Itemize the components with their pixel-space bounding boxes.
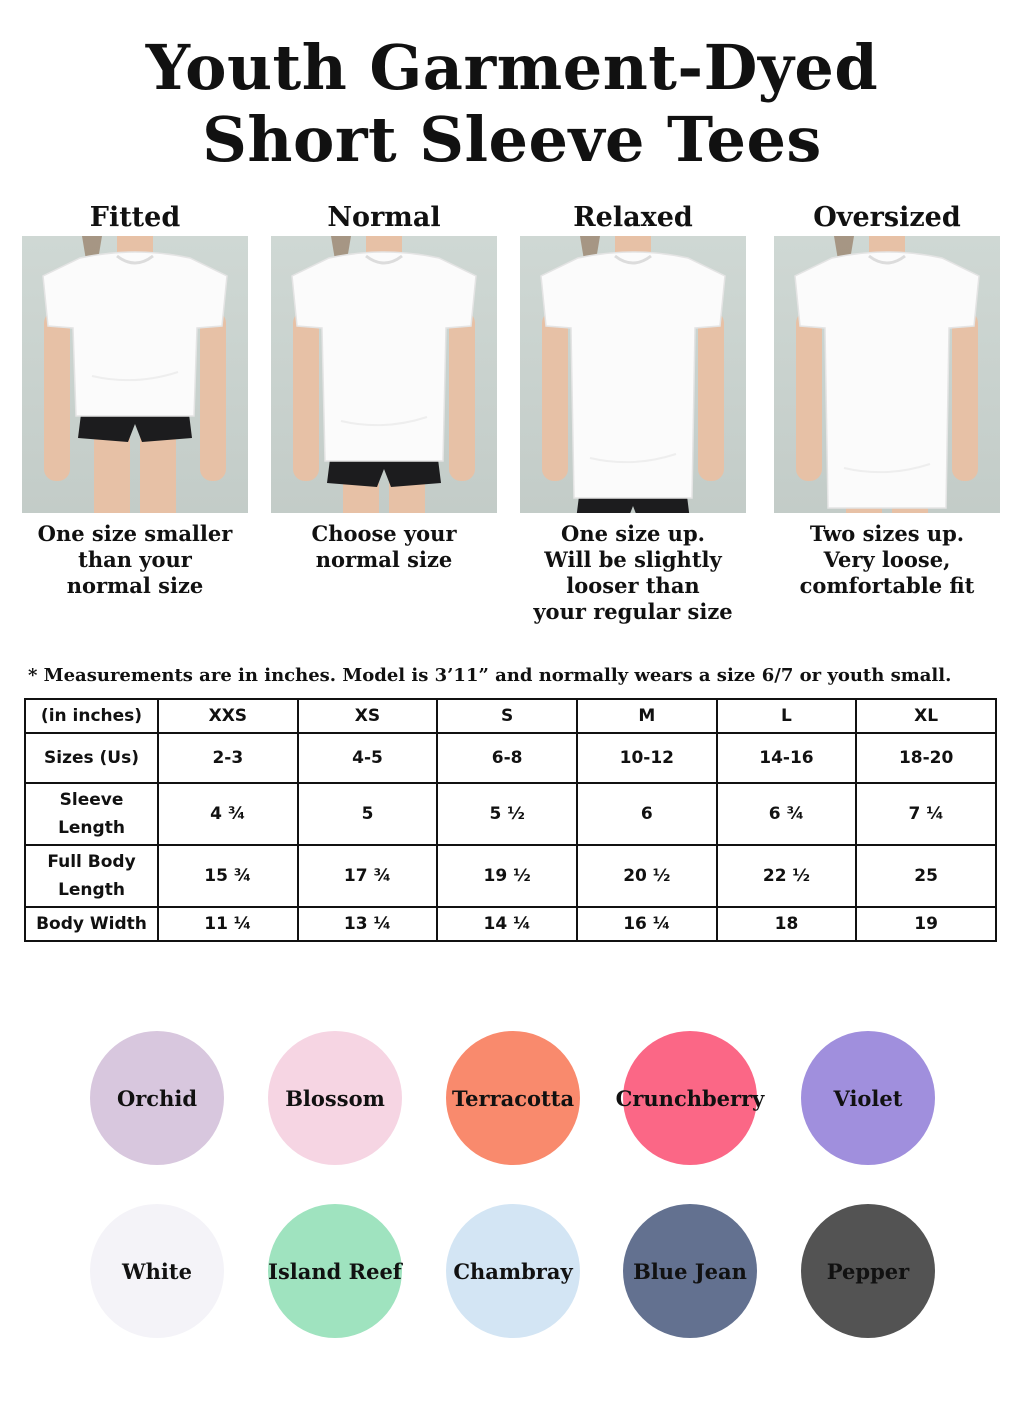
table-cell: S [437,699,577,733]
color-name: Orchid [116,1085,198,1111]
fit-description-line: than your [78,547,192,572]
table-cell: 7 ¼ [856,783,996,845]
fit-option-normal [264,200,504,573]
table-cell: 20 ½ [577,845,717,907]
table-cell: 16 ¼ [577,907,717,941]
fit-description-line: looser than [566,573,700,598]
fit-description [15,521,255,599]
fit-label: Oversized [813,202,961,233]
color-swatch-blue-jean [623,1204,757,1338]
fit-option-fitted [15,200,255,599]
fit-description [767,521,1007,599]
table-cell: 6 [577,783,717,845]
table-cell: 18 [717,907,857,941]
table-cell: XS [298,699,438,733]
fit-label: Relaxed [573,202,693,233]
size-chart-table [24,698,997,942]
table-cell: 13 ¼ [298,907,438,941]
table-cell: 19 [856,907,996,941]
table-cell: 5 ½ [437,783,577,845]
table-row-label: Full Body Length [25,845,158,907]
color-name: Crunchberry [615,1085,765,1111]
fit-description [264,521,504,573]
table-row-label: Body Width [25,907,158,941]
table-header-row [25,699,996,733]
table-cell: 5 [298,783,438,845]
table-cell: 17 ¾ [298,845,438,907]
color-swatch-orchid [90,1031,224,1165]
fit-option-relaxed [513,200,753,625]
table-cell: M [577,699,717,733]
color-swatch-white [90,1204,224,1338]
table-cell: 2-3 [158,733,298,783]
table-row [25,783,996,845]
table-cell: 25 [856,845,996,907]
color-name: Pepper [826,1258,910,1284]
table-row-label: Sizes (Us) [25,733,158,783]
color-name: Violet [833,1085,903,1111]
measurement-note: * Measurements are in inches. Model is 3’11” and normally wears a size 6/7 or youth small. [28,665,952,686]
table-cell: 6 ¾ [717,783,857,845]
fit-description-line: normal size [315,547,453,572]
color-name: Blossom [285,1085,385,1111]
table-cell: 10-12 [577,733,717,783]
page-title-line-2: Short Sleeve Tees [202,103,822,176]
table-cell: 15 ¾ [158,845,298,907]
page-title-line-1: Youth Garment-Dyed [145,31,879,104]
table-cell: 14 ¼ [437,907,577,941]
fit-description-line: Two sizes up. [809,521,965,546]
fit-description-line: Very loose, [823,547,951,572]
table-row [25,845,996,907]
table-row [25,907,996,941]
color-name: Chambray [453,1258,573,1284]
color-swatch-terracotta [446,1031,580,1165]
table-row-label: (in inches) [25,699,158,733]
table-cell: XL [856,699,996,733]
fit-photo [520,236,746,513]
fit-description-line: One size up. [561,521,705,546]
fit-description-line: Will be slightly [544,547,722,572]
table-cell: L [717,699,857,733]
color-swatch-violet [801,1031,935,1165]
fit-photo [774,236,1000,513]
fit-description-line: Choose your [311,521,457,546]
color-name: Terracotta [451,1085,575,1111]
color-swatch-blossom [268,1031,402,1165]
color-swatch-pepper [801,1204,935,1338]
table-cell: 22 ½ [717,845,857,907]
fit-label: Normal [327,202,441,233]
table-row [25,733,996,783]
fit-photo [22,236,248,513]
color-swatch-crunchberry [615,1031,765,1165]
color-name: Island Reef [268,1258,402,1284]
fit-label: Fitted [89,202,181,233]
table-cell: XXS [158,699,298,733]
color-name: Blue Jean [633,1258,747,1284]
table-cell: 11 ¼ [158,907,298,941]
fit-photo [271,236,497,513]
fit-description-line: your regular size [533,599,733,624]
table-cell: 14-16 [717,733,857,783]
table-cell: 4-5 [298,733,438,783]
color-name: White [122,1258,192,1284]
table-cell: 19 ½ [437,845,577,907]
fit-description-line: comfortable fit [799,573,975,598]
fit-description-line: One size smaller [37,521,233,546]
table-cell: 6-8 [437,733,577,783]
fit-description-line: normal size [66,573,204,598]
table-cell: 18-20 [856,733,996,783]
table-cell: 4 ¾ [158,783,298,845]
fit-option-oversized [767,200,1007,599]
table-row-label: Sleeve Length [25,783,158,845]
fit-description [513,521,753,625]
color-swatch-chambray [446,1204,580,1338]
color-swatch-island-reef [268,1204,402,1338]
